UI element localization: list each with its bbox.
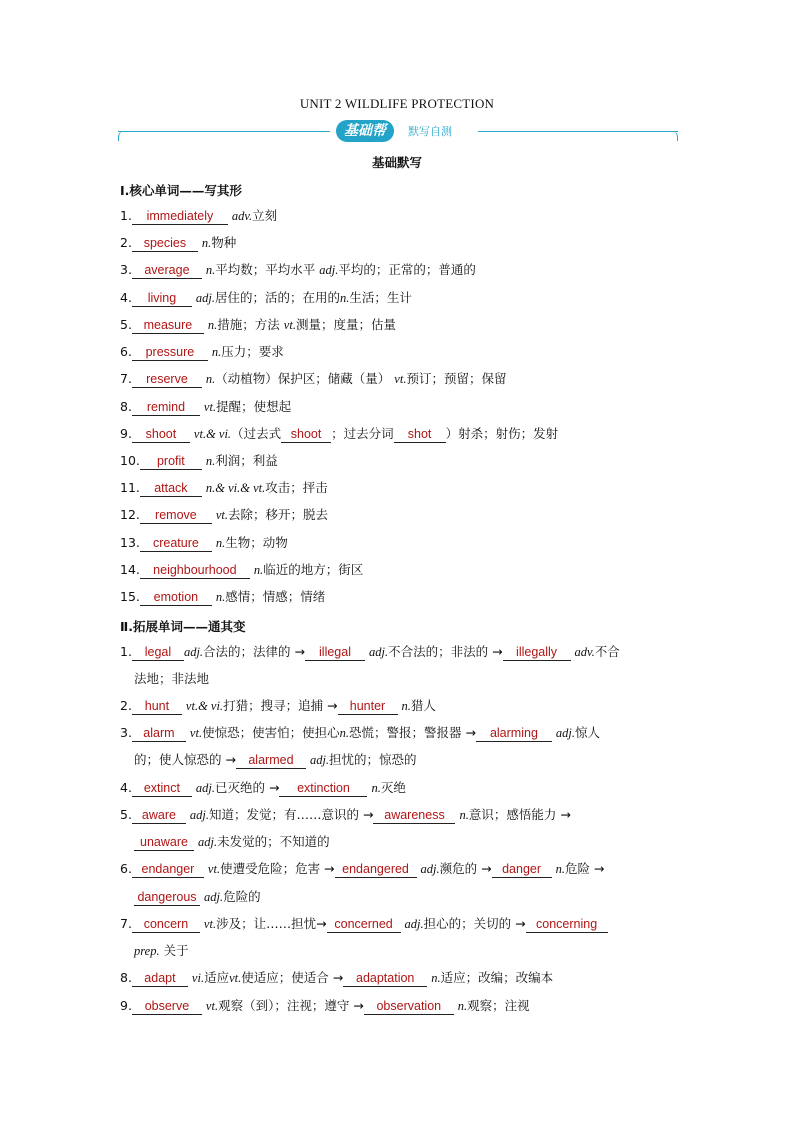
banner-hook-left [118, 131, 127, 141]
definition: 预订；预留；保留 [406, 371, 507, 386]
definition: 居住的；活的；在用的 [215, 290, 341, 305]
item-number: 8. [120, 399, 132, 414]
part-of-speech: n. [340, 291, 350, 305]
section-banner [118, 118, 678, 148]
list-item [120, 916, 680, 933]
section-2-heading: Ⅱ.拓展单词——通其变 [120, 619, 246, 634]
part-of-speech: n.& vi.& vt. [205, 481, 266, 495]
banner-hook-right [669, 131, 678, 141]
definition: 平均的；正常的；普通的 [338, 262, 476, 277]
answer-blank: creature [140, 536, 212, 552]
exercise-heading: 基础默写 [371, 155, 422, 170]
definition: 的；使人惊恐的 → [134, 752, 236, 767]
definition: （过去式 [231, 426, 282, 441]
answer-blank: emotion [140, 590, 212, 606]
answer-blank: concern [132, 917, 200, 933]
definition: 已灭绝的 → [215, 780, 280, 795]
part-of-speech: n. [457, 999, 468, 1013]
part-of-speech: vt. [207, 862, 221, 876]
unit-title: UNIT 2 WILDLIFE PROTECTION [299, 96, 495, 111]
answer-blank: dangerous [134, 890, 200, 906]
list-item [120, 262, 680, 279]
item-number: 7. [120, 371, 132, 386]
item-number: 6. [120, 861, 132, 876]
answer-blank: endanger [132, 862, 204, 878]
answer-blank: legal [132, 645, 184, 661]
answer-blank: average [132, 263, 202, 279]
part-of-speech: n. [339, 726, 349, 740]
definition: 适应；改编；改编本 [440, 970, 554, 985]
item-number: 1. [120, 644, 132, 659]
answer-blank: alarm [132, 726, 186, 742]
list-item [120, 371, 680, 388]
list-item [120, 535, 680, 552]
definition: 临近的地方；街区 [263, 562, 364, 577]
list-item-continuation [134, 752, 694, 769]
part-of-speech: n. [253, 563, 264, 577]
definition: 使适应；使适合 → [241, 970, 344, 985]
part-of-speech: n. [215, 590, 226, 604]
definition: 使惊恐；使害怕；使担心 [202, 725, 340, 740]
part-of-speech: vt. [189, 726, 203, 740]
list-item [120, 317, 680, 334]
part-of-speech: adj. [183, 645, 204, 659]
answer-blank: remove [140, 508, 212, 524]
answer-blank: observation [364, 999, 454, 1015]
part-of-speech: vt. [215, 508, 229, 522]
list-item-continuation [134, 943, 694, 959]
item-number: 9. [120, 426, 132, 441]
part-of-speech: n. [211, 345, 222, 359]
part-of-speech: adj. [195, 781, 216, 795]
item-number: 5. [120, 317, 132, 332]
answer-blank: extinct [132, 781, 192, 797]
definition: 打猎；搜寻；追捕 → [223, 698, 338, 713]
list-item [120, 480, 680, 497]
answer-blank: endangered [335, 862, 417, 878]
answer-blank: measure [132, 318, 204, 334]
answer-blank: remind [132, 400, 200, 416]
definition: 恐慌；警报；警报器 → [348, 725, 476, 740]
list-item-continuation [134, 889, 694, 906]
definition: 知道；发觉；有……意识的 → [209, 807, 374, 822]
part-of-speech: vt.& vi. [185, 699, 224, 713]
definition: 措施；方法 [217, 317, 280, 332]
answer-blank: attack [140, 481, 202, 497]
item-number: 14. [120, 562, 140, 577]
definition: ）射杀；射伤；发射 [445, 426, 559, 441]
definition: 未发觉的；不知道的 [217, 834, 330, 849]
part-of-speech: adj. [197, 835, 218, 849]
part-of-speech: n. [205, 454, 216, 468]
answer-blank: unaware [134, 835, 194, 851]
answer-blank: profit [140, 454, 202, 470]
part-of-speech: vt. [229, 971, 242, 985]
part-of-speech: vt. [203, 917, 217, 931]
list-item [120, 698, 680, 715]
definition: 平均数；平均水平 [215, 262, 316, 277]
definition: 惊人 [575, 725, 601, 740]
answer-blank: adapt [132, 971, 188, 987]
definition: 担心的；关切的 → [423, 916, 526, 931]
list-item [120, 807, 680, 824]
section-1-heading: Ⅰ.核心单词——写其形 [120, 183, 242, 198]
part-of-speech: vt. [394, 372, 407, 386]
answer-blank: concerned [327, 917, 401, 933]
definition: 灭绝 [380, 780, 406, 795]
part-of-speech: n. [431, 971, 441, 985]
definition: 物种 [211, 235, 237, 250]
list-item [120, 998, 680, 1015]
definition: 感情；情感；情绪 [225, 589, 326, 604]
part-of-speech: adj. [189, 808, 210, 822]
item-number: 3. [120, 262, 132, 277]
part-of-speech: adj. [368, 645, 389, 659]
item-number: 15. [120, 589, 140, 604]
answer-blank: species [132, 236, 198, 252]
definition: 生物；动物 [225, 535, 288, 550]
definition: 关于 [163, 943, 189, 958]
list-item [120, 507, 680, 524]
definition: 去除；移开；脱去 [228, 507, 329, 522]
part-of-speech: n. [371, 781, 381, 795]
part-of-speech: vt. [283, 318, 296, 332]
item-number: 13. [120, 535, 140, 550]
answer-blank: observe [132, 999, 202, 1015]
part-of-speech: n. [205, 263, 216, 277]
list-item [120, 235, 680, 252]
answer-blank: pressure [132, 345, 208, 361]
list-item [120, 644, 680, 661]
item-number: 2. [120, 235, 132, 250]
definition: 适应 [204, 970, 230, 985]
list-item [120, 426, 680, 443]
part-of-speech: adv. [231, 209, 253, 223]
list-item [120, 344, 680, 361]
item-number: 3. [120, 725, 132, 740]
definition: 猎人 [410, 698, 436, 713]
definition: 立刻 [252, 208, 278, 223]
part-of-speech: n. [215, 536, 226, 550]
answer-blank: adaptation [343, 971, 427, 987]
part-of-speech: n. [207, 318, 218, 332]
definition: 危险的 [223, 889, 261, 904]
part-of-speech: n. [205, 372, 216, 386]
list-item-continuation [134, 834, 694, 851]
item-number: 2. [120, 698, 132, 713]
definition: 利润；利益 [215, 453, 278, 468]
list-item [120, 780, 680, 797]
definition: 不合 [594, 644, 620, 659]
answer-blank: danger [492, 862, 552, 878]
item-number: 1. [120, 208, 132, 223]
item-number: 7. [120, 916, 132, 931]
answer-blank: hunt [132, 699, 182, 715]
definition: 观察；注视 [467, 998, 530, 1013]
part-of-speech: n. [459, 808, 469, 822]
definition: 提醒；使想起 [216, 399, 292, 414]
list-item [120, 208, 680, 225]
definition: ；过去分词 [331, 426, 394, 441]
answer-blank: neighbourhood [140, 563, 250, 579]
item-number: 10. [120, 453, 140, 468]
definition: 压力；要求 [221, 344, 284, 359]
list-item [120, 861, 680, 878]
answer-blank: illegally [503, 645, 571, 661]
answer-blank: alarmed [236, 753, 306, 769]
part-of-speech: adj. [319, 263, 339, 277]
part-of-speech: vt. [205, 999, 219, 1013]
answer-blank: hunter [338, 699, 398, 715]
item-number: 9. [120, 998, 132, 1013]
part-of-speech: adj. [404, 917, 424, 931]
definition: 生活；生计 [349, 290, 412, 305]
list-item [120, 290, 680, 307]
part-of-speech: adj. [555, 726, 576, 740]
definition: （动植物）保护区；储藏（量） [215, 371, 391, 386]
definition: 濒危的 → [439, 861, 492, 876]
answer-blank: immediately [132, 209, 228, 225]
part-of-speech: n. [201, 236, 212, 250]
answer-blank: concerning [526, 917, 608, 933]
part-of-speech: adj. [420, 862, 440, 876]
answer-blank: reserve [132, 372, 202, 388]
definition: 攻击；抨击 [265, 480, 328, 495]
list-item [120, 970, 680, 987]
definition: 担忧的；惊恐的 [329, 752, 417, 767]
banner-label-group [330, 120, 478, 144]
answer-blank: shoot [132, 427, 190, 443]
answer-blank: shoot [281, 427, 331, 443]
part-of-speech: adj. [195, 291, 216, 305]
definition: 不合法的；非法的 → [388, 644, 503, 659]
list-item [120, 725, 680, 742]
item-number: 6. [120, 344, 132, 359]
item-number: 12. [120, 507, 140, 522]
item-number: 5. [120, 807, 132, 822]
answer-blank: illegal [305, 645, 365, 661]
answer-blank: alarming [476, 726, 552, 742]
item-number: 8. [120, 970, 132, 985]
item-number: 4. [120, 780, 132, 795]
answer-blank: extinction [279, 781, 367, 797]
part-of-speech: adj. [309, 753, 330, 767]
list-item [120, 589, 680, 606]
answer-blank: aware [132, 808, 186, 824]
definition: 涉及；让……担忧→ [216, 916, 327, 931]
banner-tag: 基础帮 [336, 120, 394, 142]
definition: 危险 → [564, 861, 605, 876]
part-of-speech: vt. [203, 400, 217, 414]
definition: 测量；度量；估量 [295, 317, 396, 332]
part-of-speech: n. [555, 862, 565, 876]
answer-blank: awareness [373, 808, 455, 824]
list-item [120, 453, 680, 470]
answer-blank: living [132, 291, 192, 307]
item-number: 4. [120, 290, 132, 305]
part-of-speech: prep. [134, 944, 160, 958]
part-of-speech: n. [401, 699, 411, 713]
banner-subtitle: 默写自测 [408, 125, 452, 138]
definition: 法地；非法地 [134, 671, 210, 686]
part-of-speech: vi. [191, 971, 205, 985]
part-of-speech: vt.& vi. [193, 427, 232, 441]
list-item-continuation [134, 671, 694, 687]
part-of-speech: adj. [203, 890, 224, 904]
definition: 使遭受危险；危害 → [220, 861, 335, 876]
answer-blank: shot [394, 427, 446, 443]
definition: 意识；感悟能力 → [468, 807, 571, 822]
definition: 观察（到）；注视；遵守 → [218, 998, 364, 1013]
definition: 合法的；法律的 → [203, 644, 305, 659]
part-of-speech: adv. [574, 645, 595, 659]
list-item [120, 399, 680, 416]
item-number: 11. [120, 480, 140, 495]
list-item [120, 562, 680, 579]
